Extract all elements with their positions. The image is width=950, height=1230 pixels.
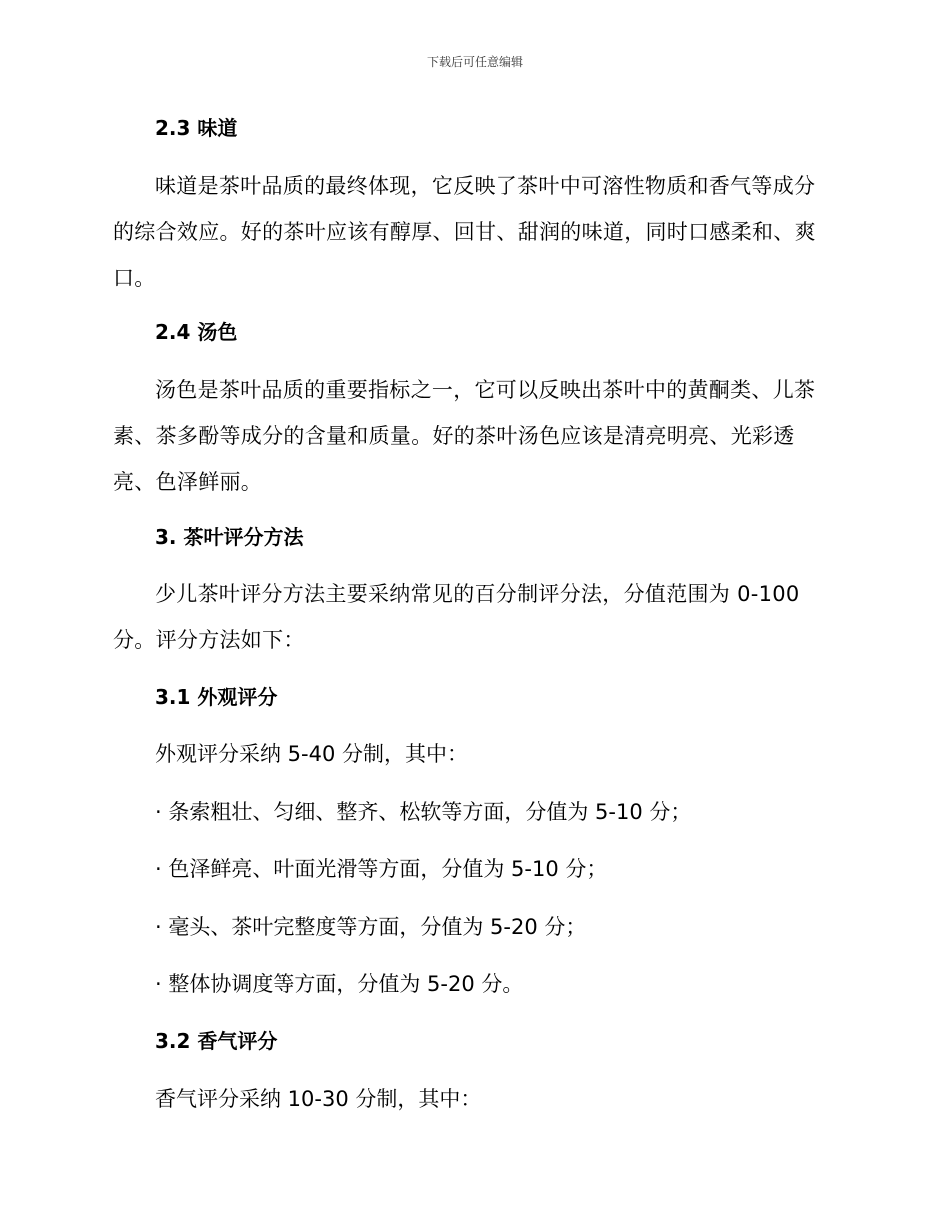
section-3-title: 3. 茶叶评分方法 — [155, 525, 304, 549]
section-2-3-title: 2.3 味道 — [155, 116, 238, 140]
section-3-body: 少儿茶叶评分方法主要采纳常见的百分制评分法，分值范围为 0-100 分。评分方法如下： — [113, 582, 800, 652]
page-header: 下载后可任意编辑 — [426, 55, 523, 69]
list-item: · 整体协调度等方面，分值为 5-20 分。 — [155, 972, 524, 996]
list-item: · 毫头、茶叶完整度等方面，分值为 5-20 分； — [155, 915, 587, 939]
list-item: · 条索粗壮、匀细、整齐、松软等方面，分值为 5-10 分； — [155, 800, 692, 824]
section-2-4-body: 汤色是茶叶品质的重要指标之一，它可以反映出茶叶中的黄酮类、儿茶素、茶多酚等成分的含量和质量。好的茶叶汤色应该是清亮明亮、光彩透亮、色泽鲜丽。 — [113, 378, 816, 494]
section-3-1-title: 3.1 外观评分 — [155, 685, 278, 709]
list-item: · 色泽鲜亮、叶面光滑等方面，分值为 5-10 分； — [155, 857, 608, 881]
section-3-2-intro: 香气评分采纳 10-30 分制，其中： — [155, 1087, 482, 1111]
section-2-4-title: 2.4 汤色 — [155, 320, 238, 344]
section-2-3-body: 味道是茶叶品质的最终体现，它反映了茶叶中可溶性物质和香气等成分的综合效应。好的茶叶应该有醇厚、回甘、甜润的味道，同时口感柔和、爽口。 — [113, 174, 816, 290]
section-3-2-title: 3.2 香气评分 — [155, 1029, 278, 1053]
section-3-1-intro: 外观评分采纳 5-40 分制，其中： — [155, 742, 469, 766]
